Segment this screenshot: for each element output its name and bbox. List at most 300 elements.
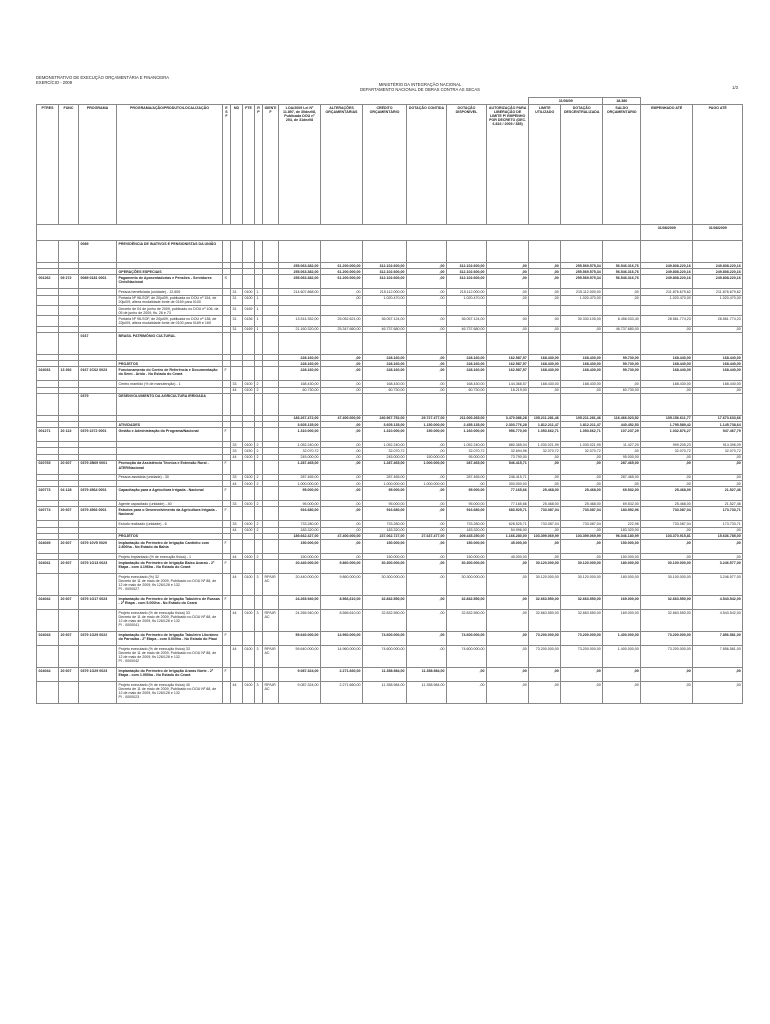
cell-dotacao-contida: ,00 (407, 387, 447, 393)
cell-rp (255, 668, 263, 682)
cell-rp: 3 (255, 610, 263, 632)
cell-dotacao-contida: ,00 (407, 554, 447, 560)
cell-rp: 2 (255, 442, 263, 448)
cell-esf: F (223, 367, 231, 381)
cell-credito: 916.680,00 (363, 507, 407, 521)
cell-empenhado: 30.100.000,00 (641, 560, 693, 574)
cell-loa: 9.087.324,00 (279, 682, 321, 704)
cell-loa: 9.087.324,00 (279, 668, 321, 682)
cell-empenhado: 733.087,04 (641, 507, 693, 521)
cell-dotacao-disponivel: 95.000,00 (447, 501, 487, 507)
cell-nd: 44 (231, 682, 243, 704)
cell-empenhado: 73.200.000,00 (641, 646, 693, 668)
cell-saldo: ,00 (603, 668, 641, 682)
cell-rp (255, 367, 263, 381)
cell-autorizacao: 144.368,57 (487, 381, 529, 387)
cell-description: Portaria Nº 96-SOF, de 20jul09, publicada no DOU nº 154, de 20jul09, altera modalidade fonte de 0169 para 0100 (117, 295, 223, 305)
cell-saldo: ,00 (603, 682, 641, 704)
cell-rp: 2 (255, 481, 263, 487)
cell-saldo: 287.465,00 (603, 474, 641, 480)
cell-empty (363, 393, 407, 415)
cell-fte: 0100 (244, 289, 253, 294)
cell-empty (561, 393, 603, 415)
cell-dotacao-disponivel (447, 306, 487, 316)
cell-identif (263, 316, 279, 326)
cell-empty (321, 393, 363, 415)
cell-credito: 36.057.124,00 (363, 316, 407, 326)
cell-saldo: 1.400.000,00 (603, 632, 641, 646)
cell-empty (243, 333, 255, 355)
cell-nd: 33 (231, 501, 243, 507)
cell-saldo: 95.000,00 (603, 454, 641, 460)
cell-pago: 1.020.470,00 (693, 295, 743, 305)
cell-limite: 733.087,04 (529, 507, 561, 521)
detail-row (37, 316, 743, 326)
cell-empenhado: 211.876.679,62 (641, 289, 693, 295)
cell-rp (255, 507, 263, 521)
cell-saldo: 60.730,00 (603, 387, 641, 393)
cell-autorizacao: 77.165,66 (487, 501, 529, 507)
cell-limite: ,00 (529, 481, 561, 487)
cell-identif: RP/URAC (263, 682, 279, 704)
cell-programa (79, 306, 117, 316)
cell-esf: F (223, 668, 231, 682)
cell-autorizacao: 3.470.086,28 (487, 415, 529, 421)
cell-dot-descentralizada: 1.812.211,47 (561, 422, 603, 428)
cell-rp: 2 (255, 521, 263, 527)
cell-empty (279, 393, 321, 415)
cell-saldo: 150.000,00 (603, 540, 641, 554)
cell-ptres: 020774 (37, 507, 59, 521)
cell-rp (255, 460, 263, 474)
cell-pago: 168.440,00 (693, 361, 743, 367)
cell-description: Projeto executado (%) 32 Decreto de 11 de maio de 2009, Publicado no DOU Nº 88, de 12 de maio de 2009, fls 126/126 e 132 PI - 0000027 (117, 574, 223, 596)
cell-saldo: 116.466.023,52 (603, 415, 641, 421)
cell-programa: 0379 4566 0001 (79, 507, 117, 521)
cell-dotacao-disponivel: 32.832.550,00 (447, 596, 487, 610)
detail-row (37, 306, 743, 316)
report-header-left (36, 75, 169, 85)
cell-autorizacao: ,00 (487, 316, 529, 326)
cell-alteracoes: 2.271.660,00 (321, 668, 363, 682)
cell-rp (255, 275, 263, 289)
cell-loa (279, 295, 321, 305)
cell-empty (407, 333, 447, 355)
col-limite: LIMITE UTILIZADO (529, 105, 561, 225)
cell-credito: 228.160,00 (363, 367, 407, 381)
cell-empenhado: 73.200.000,00 (641, 632, 693, 646)
cell-empty (447, 241, 487, 263)
cell-programa: 0167 2C62 0023 (79, 367, 117, 381)
cell-rp (255, 428, 263, 442)
cell-func (59, 333, 79, 355)
cell-loa: 255.063.382,00 (279, 275, 321, 289)
cell-dotacao-disponivel: 74.600.000,00 (447, 646, 487, 668)
cell-dot-descentralizada: ,00 (561, 481, 603, 487)
cell-dotacao-contida: ,00 (407, 521, 447, 527)
cell-esf (223, 574, 231, 596)
cell-nd (231, 540, 243, 554)
cell-esf: F (223, 632, 231, 646)
cell-pago: ,00 (693, 387, 743, 393)
cell-identif (263, 275, 279, 289)
cell-nd (231, 428, 243, 442)
col-esf: ES F (223, 105, 231, 225)
cell-identif: RP/URAC (263, 574, 279, 596)
cell-fte: 0100 (244, 554, 253, 559)
cell-esf (223, 306, 231, 316)
cell-ptres: 024042 (37, 596, 59, 610)
cell-esf (223, 610, 231, 632)
cell-empenhado (641, 306, 693, 316)
cell-description: Gestão e Administração do Programa/Nacional (117, 428, 223, 442)
cell-alteracoes: ,00 (321, 521, 363, 527)
col-autorizacao: AUTORIZAÇÃO PARA LIBERAÇÃO DE LIMITE P/ EMPENHO POR DECRETO (DEC. 6.816 / 2009 / 385) (487, 105, 529, 225)
cell-pago: 32.070,72 (693, 448, 743, 454)
section-title-row (37, 333, 743, 355)
cell-autorizacao: 45.000,00 (487, 540, 529, 554)
cell-rp: 1 (255, 306, 263, 316)
cell-credito: 1.052.240,00 (363, 442, 407, 448)
cell-func: 20 607 (59, 668, 79, 682)
cell-loa: 59.640.000,00 (279, 632, 321, 646)
section-code: 0167 (79, 333, 117, 355)
cell-dotacao-disponivel: 168.430,00 (447, 381, 487, 387)
cell-pago: 947.467,79 (693, 428, 743, 442)
cell-identif (263, 507, 279, 521)
cell-saldo: 169.000,00 (603, 596, 641, 610)
detail-row (37, 682, 743, 704)
cell-loa: 733.280,00 (279, 521, 321, 527)
cell-empenhado: 32.663.550,00 (641, 596, 693, 610)
cell-empty (243, 241, 255, 263)
cell-credito: 312.102.600,00 (363, 269, 407, 275)
cell-esf: F (223, 460, 231, 474)
cell-dotacao-disponivel: 228.160,00 (447, 361, 487, 367)
code-box: 18.380 (603, 98, 641, 105)
cell-dotacao-contida: ,00 (407, 355, 447, 361)
cell-alteracoes: ,00 (321, 554, 363, 560)
cell-nd (231, 460, 243, 474)
cell-credito: 1.287.465,00 (363, 460, 407, 474)
cell-empenhado: 168.440,00 (641, 367, 693, 381)
cell-autorizacao: ,00 (487, 646, 529, 668)
cell-dotacao-contida: 1.000.000,00 (407, 460, 447, 474)
cell-description: Decreto de 04 de junho de 2009, publicado no DOU nº 106, de 05 de junho de 2009, fls. 26 e 73 (117, 306, 223, 316)
cell-identif (263, 428, 279, 442)
cell-pago: 15.636.785,00 (693, 533, 743, 539)
cell-autorizacao: 162.587,57 (487, 361, 529, 367)
cell-dotacao-contida: ,00 (407, 442, 447, 448)
cell-alteracoes: ,00 (321, 454, 363, 460)
col-empenhado: EMPENHADO ATÉ (641, 105, 693, 225)
cell-nd (231, 275, 243, 289)
action-row (37, 428, 743, 442)
cell-credito: 60.730,00 (363, 387, 407, 393)
cell-dotacao-contida: ,00 (407, 487, 447, 501)
cell-credito: 312.102.600,00 (363, 263, 407, 269)
cell-empty (243, 393, 255, 415)
cell-nd: 33 (231, 474, 243, 480)
cell-alteracoes (321, 306, 363, 316)
cell-dotacao-disponivel: 95.000,00 (447, 487, 487, 501)
cell-fte: 0100 (244, 501, 253, 506)
cell-dot-descentralizada: 32.663.550,00 (561, 610, 603, 632)
cell-identif: RP/URAC (263, 610, 279, 632)
cell-fte (243, 632, 255, 646)
cell-loa: 1.310.000,00 (279, 428, 321, 442)
cell-description: Pagamento de Aposentadorias e Pensões - Servidores Civis/Nacional (117, 275, 223, 289)
cell-empenhado: 30.100.000,00 (641, 574, 693, 596)
cell-func: 20 607 (59, 540, 79, 554)
cell-dotacao-disponivel: 32.070,72 (447, 448, 487, 454)
cell-pago: ,00 (693, 481, 743, 487)
cell-loa: 20.440.000,00 (279, 560, 321, 574)
cell-credito: 1.310.000,00 (363, 428, 407, 442)
cell-limite: 168.430,00 (529, 355, 561, 361)
cell-empty (279, 333, 321, 355)
cell-description: Capacitação para a Agricultura Irrigada - Nacional (117, 487, 223, 501)
cell-credito: 228.160,00 (363, 355, 407, 361)
cell-alteracoes: ,00 (321, 448, 363, 454)
cell-loa: 1.000.000,00 (279, 481, 321, 487)
cell-dotacao-contida: ,00 (407, 527, 447, 533)
cell-programa (79, 610, 117, 632)
cell-identif (263, 560, 279, 574)
cell-empty (641, 333, 693, 355)
cell-saldo: 46.737.680,00 (603, 326, 641, 332)
cell-description: Projeto executado (% de execução física) 40 Decreto de 11 de maio de 2009, Publicado no DOU Nº 88, de 12 de maio de 2009, fls 126/126 e 132 PI - 0000023 (117, 682, 223, 704)
col-rp: RP (255, 105, 263, 225)
cell-credito: 1.000.000,00 (363, 481, 407, 487)
cell-empenhado: ,00 (641, 326, 693, 332)
cell-esf (223, 646, 231, 668)
cell-description: Promoção da Assistência Técnica e Extensão Rural - ATER/Nacional (117, 460, 223, 474)
cell-loa: 255.063.382,00 (279, 269, 321, 275)
cell-dot-descentralizada: 103.399.069,99 (561, 533, 603, 539)
cell-dot-descentralizada: 32.663.550,00 (561, 596, 603, 610)
cell-fte: 0100 (244, 455, 253, 460)
action-row (37, 668, 743, 682)
cell-programa: 0379 1O13 0023 (79, 560, 117, 574)
cell-dot-descentralizada: 1.020.470,00 (561, 295, 603, 305)
cell-ptres: 024031 (37, 367, 59, 381)
cell-alteracoes: ,00 (321, 295, 363, 305)
cell-alteracoes: 25.347.660,00 (321, 326, 363, 332)
cell-nd (231, 668, 243, 682)
cell-dotacao-contida: ,00 (407, 574, 447, 596)
cell-dotacao-disponivel: 60.730,00 (447, 387, 487, 393)
cell-limite: ,00 (529, 554, 561, 560)
cell-pago (693, 306, 743, 316)
cell-credito: 74.600.000,00 (363, 632, 407, 646)
cell-empty (231, 241, 243, 263)
cell-alteracoes: 47.400.000,00 (321, 533, 363, 539)
cell-limite (529, 306, 561, 316)
cell-alteracoes: ,00 (321, 460, 363, 474)
cell-nd (231, 632, 243, 646)
col-dot-descentralizada: DOTAÇÃO DESCENTRALIZADA (561, 105, 603, 225)
cell-credito: 150.000,00 (363, 540, 407, 554)
cell-limite: 30.120.000,00 (529, 574, 561, 596)
cell-autorizacao: 246.415,71 (487, 474, 529, 480)
cell-autorizacao: ,00 (487, 275, 529, 289)
cell-empenhado: ,00 (641, 454, 693, 460)
action-row (37, 460, 743, 474)
cell-identif (263, 460, 279, 474)
cell-description: Centro mantido (% de manutenção) - 1 (117, 381, 223, 387)
cell-description: Pessoa assistida (unidade) - 30 (117, 474, 223, 480)
cell-pago: ,00 (693, 474, 743, 480)
cell-credito: 287.465,00 (363, 474, 407, 480)
cell-limite: 25.468,00 (529, 487, 561, 501)
col-pago: PAGO ATÉ (693, 105, 743, 225)
cell-limite: ,00 (529, 474, 561, 480)
cell-dotacao-contida: ,00 (407, 448, 447, 454)
cell-dotacao-disponivel: 2.455.135,00 (447, 422, 487, 428)
cell-empty (641, 241, 693, 263)
cell-nd: 33 (231, 381, 243, 387)
action-row (37, 367, 743, 381)
cell-programa (79, 316, 117, 326)
cell-description: Estudos para o Desenvolvimento da Agricultura Irrigada - Nacional (117, 507, 223, 521)
detail-row (37, 295, 743, 305)
cell-dotacao-contida: ,00 (407, 316, 447, 326)
cell-dot-descentralizada: 30.120.000,00 (561, 560, 603, 574)
cell-dotacao-disponivel: 287.465,00 (447, 474, 487, 480)
cell-nd: 44 (231, 481, 243, 487)
cell-saldo: 59.730,00 (603, 355, 641, 361)
cell-nd (231, 487, 243, 501)
cell-nd: 31 (231, 306, 243, 316)
cell-esf: F (223, 560, 231, 574)
cell-autorizacao: ,00 (487, 263, 529, 269)
cell-esf: S (223, 275, 231, 289)
cell-credito: 95.000,00 (363, 501, 407, 507)
cell-dotacao-disponivel: ,00 (447, 682, 487, 704)
cell-credito: 215.112.000,00 (363, 289, 407, 295)
cell-saldo: 59.730,00 (603, 361, 641, 367)
cell-dot-descentralizada: 255.569.575,34 (561, 263, 603, 269)
cell-dotacao-contida: ,00 (407, 501, 447, 507)
cell-description: Projeto executado (% de execução física) 33 Decreto de 11 de maio de 2009, Publicado no DOU Nº 88, de 12 de maio de 2009, fls 126/126 e 132 PI - 0000042 (117, 646, 223, 668)
cell-autorizacao: ,00 (487, 269, 529, 275)
action-row (37, 507, 743, 521)
cell-fte (243, 487, 255, 501)
cell-limite: 168.430,00 (529, 381, 561, 387)
cell-empty (693, 241, 743, 263)
cell-ptres: 020773 (37, 487, 59, 501)
cell-dotacao-contida: 1.150.000,00 (407, 422, 447, 428)
cell-limite: ,00 (529, 269, 561, 275)
cell-empenhado: 25.468,00 (641, 501, 693, 507)
cell-alteracoes: ,00 (321, 361, 363, 367)
cell-limite: 32.663.550,00 (529, 610, 561, 632)
cell-ptres: 024044 (37, 668, 59, 682)
cell-nd (231, 367, 243, 381)
cell-pago: 914.396,09 (693, 442, 743, 448)
cell-esf: F (223, 507, 231, 521)
cell-nd: 33 (231, 442, 243, 448)
action-row (37, 540, 743, 554)
cell-autorizacao: ,00 (487, 610, 529, 632)
cell-empty (487, 333, 529, 355)
cell-ptres (37, 610, 59, 632)
cell-saldo (603, 306, 641, 316)
cell-dotacao-contida: ,00 (407, 381, 447, 387)
cell-alteracoes: ,00 (321, 481, 363, 487)
cell-alteracoes: ,00 (321, 381, 363, 387)
cell-autorizacao: 300.000,00 (487, 481, 529, 487)
cell-dot-descentralizada: ,00 (561, 554, 603, 560)
cell-pago: ,00 (693, 454, 743, 460)
cell-empty (223, 241, 231, 263)
cell-saldo: 180.000,00 (603, 574, 641, 596)
cell-nd: 44 (231, 610, 243, 632)
cell-ptres (37, 316, 59, 326)
cell-autorizacao: ,00 (487, 668, 529, 682)
date-box: 31/08/09 (529, 98, 603, 105)
cell-limite: ,00 (529, 295, 561, 305)
cell-autorizacao: 2.303.776,28 (487, 422, 529, 428)
cell-autorizacao: 956.770,00 (487, 428, 529, 442)
section-title: PREVIDÊNCIA DE INATIVOS E PENSIONISTAS DA UNIÃO (117, 241, 223, 263)
section-code: 0379 (79, 393, 117, 415)
cell-ptres: 001271 (37, 428, 59, 442)
cell-description: Implantação do Perímetro de Irrigação Tabuleiro de Russas - 2ª Etapa - com 5.000ha - No Estado do Ceará (117, 596, 223, 610)
cell-fte (243, 507, 255, 521)
cell-dotacao-contida: 1.000.000,00 (407, 481, 447, 487)
cell-dot-descentralizada: 168.430,00 (561, 361, 603, 367)
cell-programa: 0379 1O17 0023 (79, 596, 117, 610)
cell-pago: 249.808.220,16 (693, 269, 743, 275)
cell-loa: 916.680,00 (279, 507, 321, 521)
cell-limite: 103.399.069,99 (529, 533, 561, 539)
cell-nd: 44 (231, 387, 243, 393)
cell-fte: 0100 (243, 682, 255, 704)
cell-dot-descentralizada: 32.070,72 (561, 448, 603, 454)
cell-fte (243, 460, 255, 474)
cell-saldo: 6.456.033,40 (603, 316, 641, 326)
cell-loa: 183.267.472,00 (279, 415, 321, 421)
cell-programa: 0379 1O29 0023 (79, 668, 117, 682)
cell-limite: 25.468,00 (529, 501, 561, 507)
cell-description: Implantação do Perímetro de Irrigação Cantinho com 2.800ha - No Estado da Bahia (117, 540, 223, 554)
budget-execution-table (36, 97, 743, 704)
cell-saldo: 56.546.316,76 (603, 263, 641, 269)
cell-rp: 3 (255, 682, 263, 704)
cell-empenhado: ,00 (641, 668, 693, 682)
cell-saldo: 150.000,00 (603, 554, 641, 560)
cell-limite: ,00 (529, 316, 561, 326)
cell-empenhado: 1.020.470,00 (641, 295, 693, 305)
cell-credito: 32.832.550,00 (363, 596, 407, 610)
cell-saldo: 11.427,20 (603, 442, 641, 448)
cell-empty (321, 241, 363, 263)
cell-pago: 168.440,00 (693, 355, 743, 361)
col-fte: FTE (243, 105, 255, 225)
cell-dotacao-contida: ,00 (407, 275, 447, 289)
cell-fte: 0100 (244, 521, 253, 526)
cell-limite: 73.200.000,00 (529, 646, 561, 668)
action-row (37, 275, 743, 289)
cell-func (59, 610, 79, 632)
cell-pago: 17.673.633,66 (693, 415, 743, 421)
department-name: DEPARTAMENTO NACIONAL DE OBRAS CONTRA AS SECAS (360, 87, 480, 92)
cell-credito: 95.000,00 (363, 487, 407, 501)
cell-empty (223, 333, 231, 355)
cell-limite: ,00 (529, 387, 561, 393)
